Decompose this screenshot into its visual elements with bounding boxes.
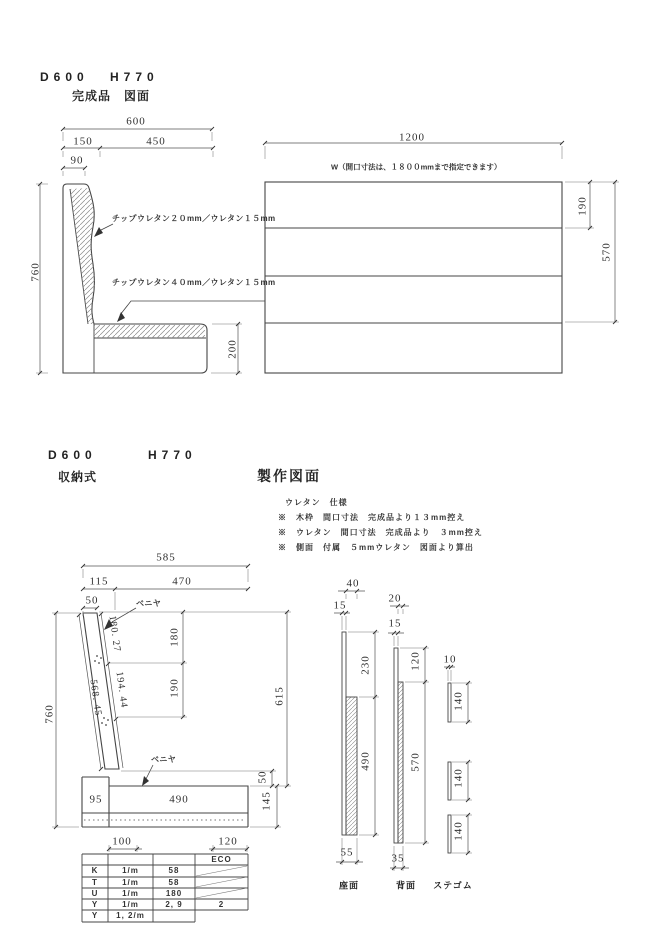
- dim-190: 190: [576, 196, 589, 216]
- title-depth-2: D600: [48, 448, 97, 462]
- title-finished: 完成品 図面: [72, 89, 151, 103]
- dim-seat-230: 230: [359, 655, 372, 675]
- note-urethane-spec: ウレタン 仕様: [285, 498, 348, 507]
- dim-seat-40: 40: [346, 577, 360, 590]
- table-cell: 1/m: [122, 899, 139, 909]
- dim-600: 600: [126, 115, 146, 128]
- finished-leaders: [94, 224, 265, 322]
- table-cell: 2, 9: [165, 899, 183, 909]
- dim-50-right: 50: [256, 770, 269, 784]
- table-cell: K: [91, 866, 99, 875]
- dim-1200: 1200: [399, 131, 425, 144]
- table-cell: 1/m: [122, 877, 139, 887]
- dim-470: 470: [172, 575, 192, 588]
- table-cell: 58: [168, 877, 180, 887]
- part-back-board: [394, 648, 403, 843]
- note-frame: ※ 木枠 間口寸法 完成品より１３mm控え: [278, 513, 466, 522]
- finished-front-view: [265, 182, 562, 373]
- dim-585: 585: [156, 551, 176, 564]
- dim-150: 150: [73, 135, 93, 148]
- dim-760: 760: [29, 262, 42, 282]
- dim-145: 145: [260, 791, 273, 811]
- dim-50-top: 50: [85, 594, 99, 607]
- dim-back-35: 35: [391, 852, 405, 865]
- table-cell: 1/m: [122, 888, 139, 898]
- dim-180: 180: [168, 627, 181, 647]
- dim-100: 100: [112, 835, 132, 848]
- table-cell: 2: [218, 899, 225, 909]
- dim-615: 615: [273, 686, 286, 706]
- label-plywood-back: ベニヤ: [136, 599, 162, 608]
- leader-arrow-icon: [117, 312, 125, 322]
- leader-arrow-icon: [142, 776, 149, 786]
- leader-arrow-icon: [94, 227, 103, 237]
- dim-450: 450: [146, 135, 166, 148]
- dim-back-570: 570: [409, 752, 422, 772]
- note-urethane: ※ ウレタン 間口寸法 完成品より ３mm控え: [278, 528, 483, 537]
- dim-120: 120: [218, 835, 238, 848]
- table-cell: ECO: [211, 854, 232, 864]
- dim-rubber-10: 10: [443, 653, 457, 666]
- dim-seat-55: 55: [340, 846, 354, 859]
- dim-rubber-140-2: 140: [452, 768, 465, 788]
- table-cell: T: [92, 877, 98, 887]
- dim-200: 200: [226, 339, 239, 359]
- dim-760-storage: 760: [43, 704, 56, 724]
- title-height-2: H770: [148, 448, 197, 462]
- dim-back-120: 120: [409, 651, 422, 671]
- table-cell: Y: [91, 911, 99, 920]
- dim-back-15: 15: [388, 617, 402, 630]
- backrest-urethane-hatch: [70, 188, 95, 324]
- dim-95: 95: [89, 793, 103, 806]
- title-storage: 収納式: [58, 470, 98, 484]
- dim-194-44: 194. 44: [113, 670, 130, 710]
- dim-seat-490: 490: [359, 751, 372, 771]
- note-side: ※ 側面 付属 ５mmウレタン 図面より算出: [278, 543, 474, 552]
- part-label-back: 背面: [395, 880, 417, 891]
- storage-dimensions: [52, 564, 291, 852]
- label-seat-urethane: チップウレタン４０mm／ウレタン１５mm: [112, 278, 276, 287]
- dim-90: 90: [70, 154, 84, 167]
- title-production: 製作図面: [257, 468, 321, 484]
- part-seat-board: [342, 632, 357, 835]
- table-cell: U: [91, 888, 99, 898]
- table-cell: 58: [168, 866, 180, 875]
- dim-180-27: 180. 27: [106, 614, 123, 654]
- eco-na-slash: [196, 866, 247, 898]
- note-opening-width: W（開口寸法は、１８００mmまで指定できます）: [331, 162, 502, 172]
- dim-rubber-140-3: 140: [452, 821, 465, 841]
- part-label-seat: 座面: [338, 880, 360, 891]
- table-cell: Y: [91, 899, 99, 909]
- table-cell: 1/m: [122, 866, 139, 875]
- part-label-rubber: ステゴム: [433, 880, 473, 891]
- table-cell: 180: [165, 888, 183, 898]
- dim-568-45: 568. 45: [87, 678, 104, 718]
- title-height: H770: [110, 70, 159, 84]
- dim-115: 115: [89, 575, 109, 588]
- part-rubber-strips: [448, 683, 451, 853]
- label-plywood-seat: ベニヤ: [151, 755, 177, 764]
- title-depth: D600: [40, 70, 89, 84]
- dim-back-20: 20: [388, 592, 402, 605]
- dim-rubber-140-1: 140: [452, 691, 465, 711]
- dim-190-storage: 190: [168, 678, 181, 698]
- dim-570: 570: [600, 242, 613, 262]
- storage-side-view: [82, 613, 248, 827]
- label-back-urethane: チップウレタン２０mm／ウレタン１５mm: [112, 214, 276, 223]
- seat-urethane-hatch: [94, 325, 205, 338]
- dim-seat-15: 15: [333, 599, 347, 612]
- table-cell: 1, 2/m: [116, 911, 145, 920]
- dim-490: 490: [169, 793, 189, 806]
